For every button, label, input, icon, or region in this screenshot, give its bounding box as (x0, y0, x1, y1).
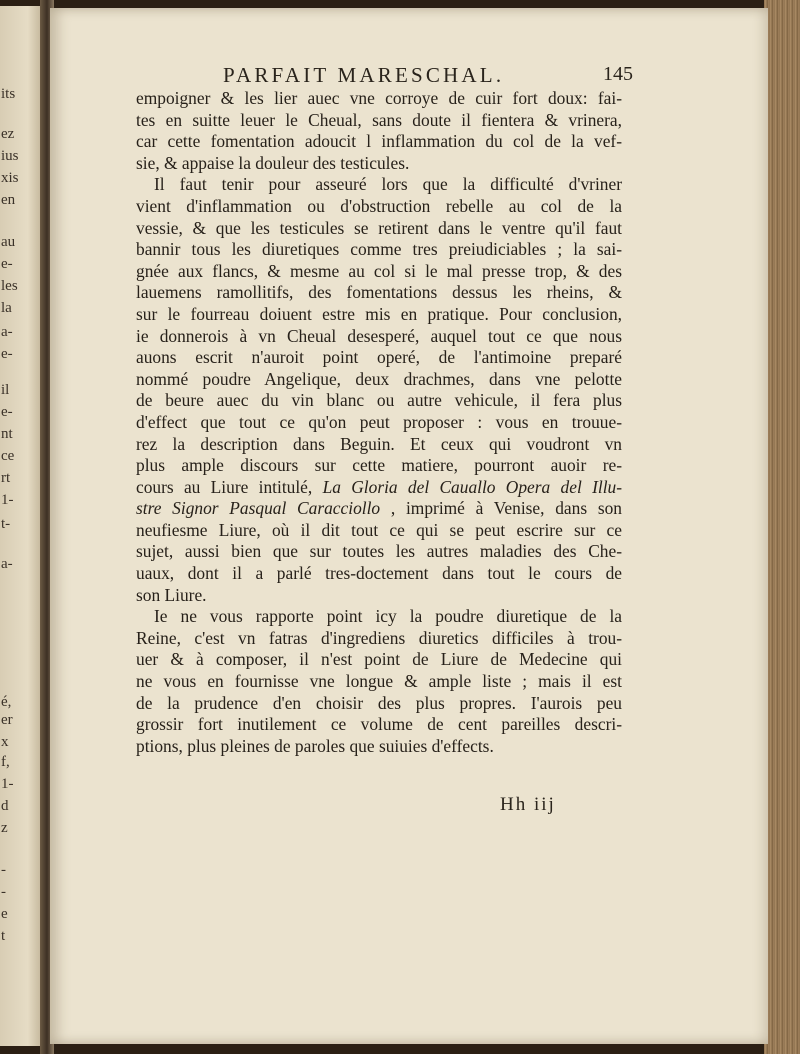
text-run: tes en suitte leuer le Cheual, sans doute il fientera & vrinera, (136, 109, 622, 130)
text-line (136, 563, 622, 585)
text-line (136, 693, 622, 715)
text-run: ie donnerois à vn Cheual desesperé, auquel tout ce que nous (136, 325, 622, 346)
text-line (136, 434, 622, 456)
text-run: cours au Liure intitulé, (136, 476, 323, 497)
text-line (136, 110, 622, 132)
facing-page-fragment: t- (1, 516, 11, 532)
text-line (136, 477, 622, 499)
text-run: uer & à composer, il n'est point de Liure de Medecine qui (136, 649, 622, 670)
text-run: Il faut tenir pour asseuré lors que la difficulté d'vriner (154, 174, 622, 195)
text-line (136, 88, 622, 110)
facing-page-fragment: - (1, 862, 6, 878)
text-line (136, 498, 622, 520)
facing-page-fragment: nt (1, 426, 13, 442)
facing-page-fragment: t (1, 928, 6, 944)
text-run: son Liure. (136, 584, 207, 605)
paragraph-3 (136, 606, 622, 757)
facing-page-fragment: les (1, 278, 18, 294)
text-run: ne vous en fournisse vne longue & ample liste ; mais il est (136, 671, 622, 692)
text-run: sujet, aussi bien que sur toutes les autres maladies des Che- (136, 541, 622, 562)
text-line (136, 390, 622, 412)
text-line (136, 347, 622, 369)
text-line (136, 649, 622, 671)
text-run: grossir fort inutilement ce volume de cent pareilles descri- (136, 714, 622, 735)
book-page (50, 8, 768, 1044)
text-run: empoigner & les lier auec vne corroye de cuir fort doux: fai- (136, 88, 622, 108)
text-line (136, 282, 622, 304)
text-line (136, 520, 622, 542)
text-run: nommé poudre Angelique, deux drachmes, dans vne pelotte (136, 368, 622, 389)
facing-page-fragment: ez (1, 126, 15, 142)
text-line (136, 714, 622, 736)
facing-page-fragment: a- (1, 556, 13, 572)
signature-mark: Hh iij (500, 794, 556, 815)
facing-page-fragment: ius (1, 148, 19, 164)
text-run: gnée aux flancs, & mesme au col si le mal presse trop, & des (136, 260, 622, 281)
facing-page-fragment: au (1, 234, 16, 250)
text-run: vessie, & que les testicules se retirent dans le ventre qu'il faut (136, 217, 622, 238)
facing-page-fragment: e (1, 906, 8, 922)
text-run: ptions, plus pleines de paroles que suiuies d'effects. (136, 735, 494, 756)
body-text (136, 88, 622, 757)
facing-page-fragment: e- (1, 256, 13, 272)
facing-page-fragment: its (1, 86, 16, 102)
facing-page-fragment: er (1, 712, 13, 728)
facing-page-fragment: e- (1, 404, 13, 420)
facing-page-fragment: il (1, 382, 10, 398)
facing-page-fragment: f, (1, 754, 10, 770)
facing-page-fragment: 1- (1, 492, 14, 508)
facing-page-fragment: z (1, 820, 8, 836)
running-title: PARFAIT MARESCHAL. (223, 63, 505, 87)
text-run: bannir tous les diuretiques comme tres preiudiciables ; la sai- (136, 239, 622, 260)
facing-page-fragment: e- (1, 346, 13, 362)
text-run: auons escrit n'auroit point operé, de l'antimoine preparé (136, 347, 622, 368)
facing-page-fragment: rt (1, 470, 11, 486)
text-line (136, 131, 622, 153)
text-line (136, 585, 622, 607)
facing-page-fragment: xis (1, 170, 19, 186)
text-line (136, 628, 622, 650)
page-header (223, 63, 633, 89)
text-line (136, 736, 622, 758)
facing-page-fragment: ce (1, 448, 15, 464)
text-run: , imprimé à Venise, dans son (380, 498, 623, 519)
page-edges (764, 0, 800, 1054)
facing-page-fragment: - (1, 884, 6, 900)
text-line (136, 541, 622, 563)
text-line (136, 455, 622, 477)
text-line (136, 196, 622, 218)
facing-page-fragment: la (1, 300, 12, 316)
text-run: plus ample discours sur cette matiere, pourront auoir re- (136, 455, 622, 476)
facing-page-fragment: en (1, 192, 16, 208)
paragraph-2 (136, 174, 622, 606)
text-line (136, 218, 622, 240)
book-title-italic: stre Signor Pasqual Caracciollo (136, 498, 381, 519)
text-line (136, 369, 622, 391)
text-line (136, 153, 622, 175)
text-line (136, 174, 622, 196)
text-run: Ie ne vous rapporte point icy la poudre diuretique de la (154, 606, 622, 627)
text-line (136, 304, 622, 326)
text-line (136, 606, 622, 628)
text-run: vient d'inflammation ou d'obstruction rebelle au col de la (136, 195, 622, 216)
facing-page-fragment: x (1, 734, 9, 750)
text-line (136, 261, 622, 283)
text-run: uaux, dont il a parlé tres-doctement dans tout le cours de (136, 563, 622, 584)
paragraph-1 (136, 88, 622, 174)
page-number: 145 (603, 63, 633, 85)
book-title-italic: La Gloria del Cauallo Opera del Illu- (322, 476, 623, 497)
text-run: d'effect que tout ce qu'on peut proposer : vous en trouue- (136, 411, 622, 432)
text-line (136, 326, 622, 348)
text-line (136, 412, 622, 434)
text-line (136, 239, 622, 261)
text-run: sur le fourreau doiuent estre mis en pratique. Pour conclusion, (136, 303, 622, 324)
facing-page-fragment: d (1, 798, 9, 814)
text-run: de la prudence d'en choisir des plus propres. I'aurois peu (136, 692, 622, 713)
text-run: lauemens ramollitifs, des fomentations dessus les rheins, & (136, 282, 622, 303)
text-run: neufiesme Liure, où il dit tout ce qui se peut escrire sur ce (136, 519, 622, 540)
text-run: rez la description dans Beguin. Et ceux qui voudront vn (136, 433, 622, 454)
facing-page-fragment: é, (1, 694, 12, 710)
text-run: Reine, c'est vn fatras d'ingrediens diuretics difficiles à trou- (136, 627, 622, 648)
facing-page-fragment: a- (1, 324, 13, 340)
text-run: car cette fomentation adoucit l inflammation du col de la vef- (136, 131, 622, 152)
text-run: sie, & appaise la douleur des testicules. (136, 152, 410, 173)
text-run: de beure auec du vin blanc ou autre vehicule, il fera plus (136, 390, 622, 411)
text-line (136, 671, 622, 693)
facing-page-fragment: 1- (1, 776, 14, 792)
